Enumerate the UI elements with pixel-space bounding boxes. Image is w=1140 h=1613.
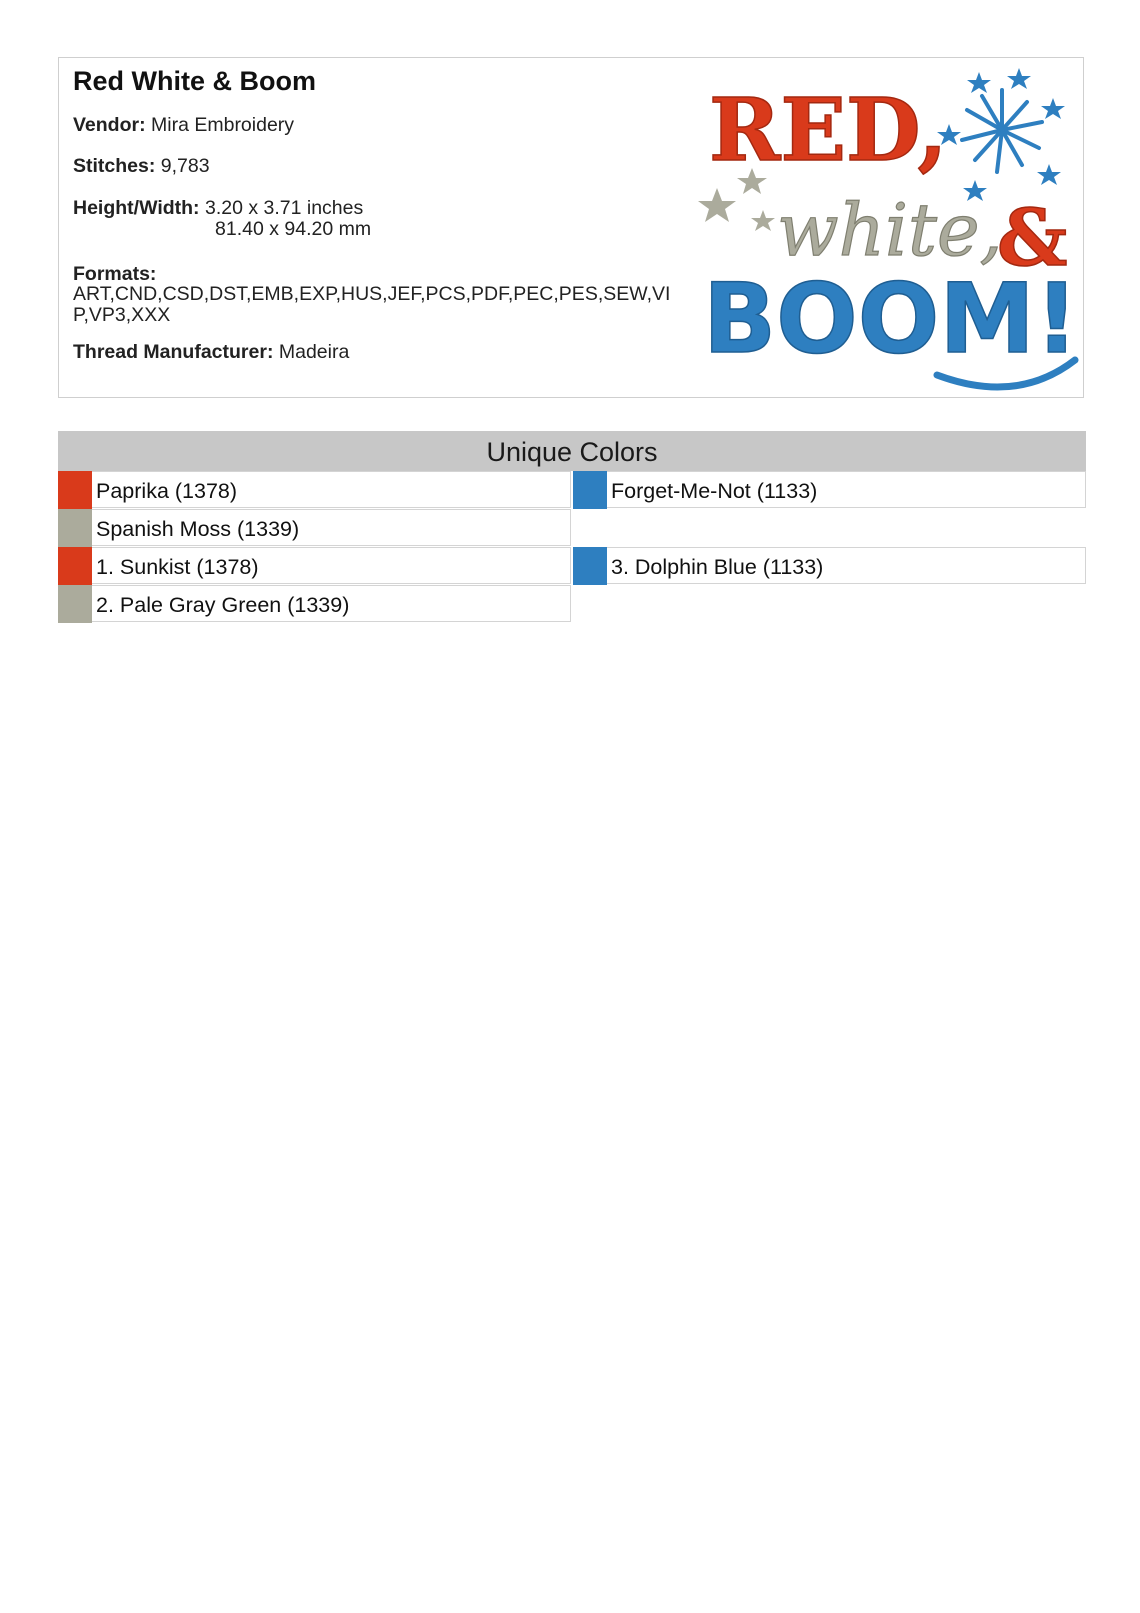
color-label: 3. Dolphin Blue (1133) xyxy=(611,555,824,579)
thread-manufacturer-label: Thread Manufacturer: xyxy=(73,341,274,363)
stitches-label: Stitches: xyxy=(73,155,156,177)
color-item-sunkist xyxy=(58,547,571,584)
color-swatch xyxy=(58,547,92,585)
color-label: Spanish Moss (1339) xyxy=(96,517,300,541)
vendor-row xyxy=(73,114,294,136)
color-label: Paprika (1378) xyxy=(96,479,238,503)
thread-manufacturer-row xyxy=(73,341,349,363)
stitches-row xyxy=(73,155,210,177)
formats-value: ART,CND,CSD,DST,EMB,EXP,HUS,JEF,PCS,PDF,PEC,PES,SEW,VIP,VP3,XXX xyxy=(73,283,671,326)
color-item-pale-gray-green xyxy=(58,585,571,622)
color-swatch xyxy=(573,471,607,509)
stitches-value: 9,783 xyxy=(160,155,210,177)
formats-row xyxy=(73,263,156,285)
color-label: 1. Sunkist (1378) xyxy=(96,555,259,579)
color-label: 2. Pale Gray Green (1339) xyxy=(96,593,350,617)
color-swatch xyxy=(58,471,92,509)
color-item-spanish-moss xyxy=(58,509,571,546)
color-item-dolphin-blue xyxy=(573,547,1086,584)
vendor-label: Vendor: xyxy=(73,114,146,136)
artwork-ampersand: & xyxy=(997,193,1068,284)
unique-colors-header: Unique Colors xyxy=(58,431,1086,471)
design-artwork xyxy=(697,60,1083,397)
color-item-forget-me-not xyxy=(573,471,1086,508)
size-mm-value: 81.40 x 94.20 mm xyxy=(215,218,372,240)
color-swatch xyxy=(58,509,92,547)
artwork-white-text: white, xyxy=(777,188,1003,272)
fireworks-icon xyxy=(962,90,1042,172)
height-width-label: Height/Width: xyxy=(73,197,200,219)
unique-colors-table xyxy=(58,431,1086,617)
formats-label: Formats: xyxy=(73,263,157,285)
artwork-boom-text: BOOM! xyxy=(703,263,1079,375)
color-item-paprika xyxy=(58,471,571,508)
artwork-red-text: RED, xyxy=(709,80,948,181)
color-swatch xyxy=(58,585,92,623)
height-width-row xyxy=(73,197,363,219)
design-title: Red White & Boom xyxy=(73,66,316,96)
design-info-panel xyxy=(58,57,1084,398)
color-swatch xyxy=(573,547,607,585)
vendor-value: Mira Embroidery xyxy=(151,114,295,136)
thread-manufacturer-value: Madeira xyxy=(278,341,350,363)
size-inches-value: 3.20 x 3.71 inches xyxy=(204,197,364,219)
color-label: Forget-Me-Not (1133) xyxy=(611,479,818,503)
